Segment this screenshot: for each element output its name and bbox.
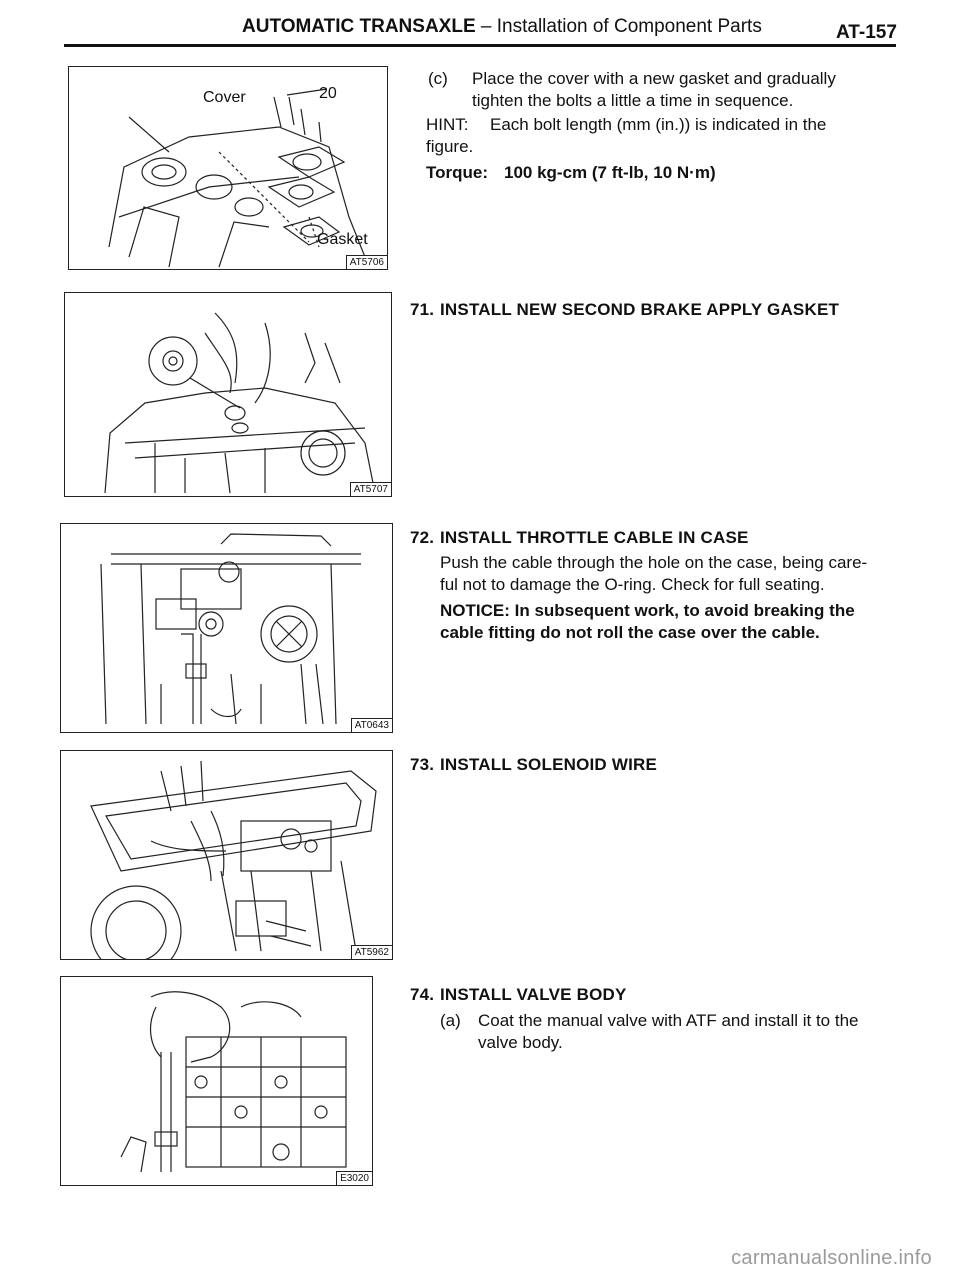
step-a-text-line-2: valve body. — [478, 1033, 563, 1052]
step-a-prefix: (a) — [440, 1011, 461, 1030]
header-divider — [64, 44, 896, 47]
hint-text-line-1: Each bolt length (mm (in.)) is indicated in the — [490, 115, 827, 134]
figure-brake-gasket — [64, 292, 392, 497]
header-subsection-name: – Installation of Component Parts — [475, 16, 762, 37]
site-watermark: carmanualsonline.info — [731, 1247, 932, 1269]
step-73-heading — [410, 755, 657, 775]
page-number: AT-157 — [836, 22, 897, 43]
torque-value: 100 kg-cm (7 ft-lb, 10 N·m) — [504, 163, 716, 182]
bolt-length-label: 20 — [319, 85, 337, 102]
step-72-text-line-2: ful not to damage the O-ring. Check for full seating. — [440, 575, 825, 594]
solenoid-wire-illustration — [61, 751, 392, 959]
figure-code: AT5707 — [350, 482, 391, 496]
step-74-number: 74. — [410, 985, 435, 1004]
hint-label: HINT: — [426, 115, 469, 134]
valve-body-illustration — [61, 977, 372, 1185]
step-71-number: 71. — [410, 300, 435, 319]
step-72-number: 72. — [410, 528, 435, 547]
torque-label: Torque: — [426, 163, 489, 182]
step-72-notice-line-1: NOTICE: In subsequent work, to avoid breaking the — [440, 601, 855, 620]
figure-code: E3020 — [336, 1171, 372, 1185]
step-a-text-line-1: Coat the manual valve with ATF and install it to the — [478, 1011, 859, 1030]
figure-valve-body — [60, 976, 373, 1186]
step-71-heading — [410, 300, 839, 320]
step-72-text-line-1: Push the cable through the hole on the case, being care- — [440, 553, 868, 572]
step-c-prefix: (c) — [428, 69, 448, 88]
page-header-title — [242, 16, 762, 38]
step-72-notice-line-2: cable fitting do not roll the case over the cable. — [440, 623, 820, 642]
step-71-title: INSTALL NEW SECOND BRAKE APPLY GASKET — [440, 300, 840, 319]
cover-label: Cover — [203, 89, 246, 106]
step-c-text-line-2: tighten the bolts a little a time in sequence. — [472, 91, 794, 110]
step-c-text-line-1: Place the cover with a new gasket and gradually — [472, 69, 836, 88]
gasket-label: Gasket — [317, 231, 368, 248]
figure-code: AT5962 — [351, 945, 392, 959]
figure-code: AT0643 — [351, 718, 392, 732]
step-72-heading — [410, 528, 749, 548]
hint-text-line-2: figure. — [426, 137, 474, 156]
figure-throttle-cable — [60, 523, 393, 733]
figure-code: AT5706 — [346, 255, 387, 269]
header-section-name: AUTOMATIC TRANSAXLE — [242, 16, 476, 37]
step-74-title: INSTALL VALVE BODY — [440, 985, 627, 1004]
throttle-cable-illustration — [61, 524, 392, 732]
step-73-title: INSTALL SOLENOID WIRE — [440, 755, 658, 774]
brake-gasket-illustration — [65, 293, 391, 496]
step-74-heading — [410, 985, 627, 1005]
step-72-title: INSTALL THROTTLE CABLE IN CASE — [440, 528, 749, 547]
figure-solenoid-wire — [60, 750, 393, 960]
step-73-number: 73. — [410, 755, 435, 774]
figure-cover-gasket — [68, 66, 388, 270]
